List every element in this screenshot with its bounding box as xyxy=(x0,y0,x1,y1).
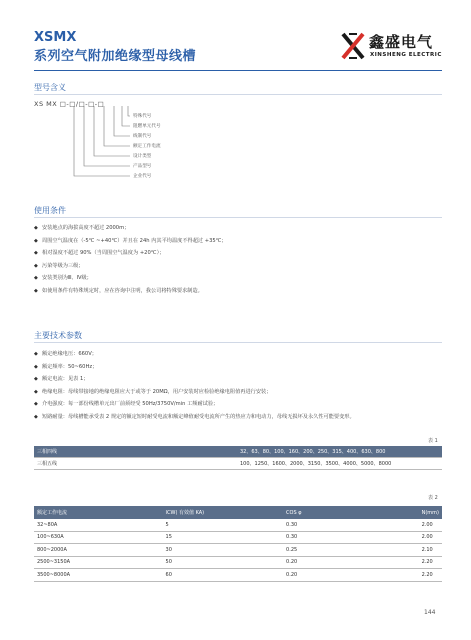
list-item: ◆ 污染等级为三级； xyxy=(34,260,444,273)
list-item: ◆ 介电强度：每一部份线槽单元出厂前须经受 50Hz/3750V/min 工频耐试验； xyxy=(34,398,444,411)
table-header-cell: 额定工作电流 xyxy=(34,506,160,519)
table-cell: 2.00 xyxy=(384,519,442,531)
list-item: ◆ 短路耐量：母线槽能承受表 2 规定的额定短时耐受电流和额定峰值耐受电流所产生的热应力和电动力，母线无损坏及永久性可能要变形。 xyxy=(34,411,444,424)
table-cell: 800~2000A xyxy=(34,544,160,557)
table2 xyxy=(34,506,442,582)
table-row xyxy=(34,531,442,544)
table-row xyxy=(34,569,442,582)
list-item: ◆ 额定频率：50~60Hz； xyxy=(34,361,444,374)
params-list xyxy=(34,348,444,423)
logo-text-cn: 鑫盛电气 xyxy=(369,33,434,51)
table-row xyxy=(34,519,442,531)
table-cell: 15 xyxy=(160,531,269,544)
list-item: ◆ 周围空气温度在（-5℃ ~+40℃）并且在 24h 内其平均温度不得超过 +35℃； xyxy=(34,235,444,248)
table2-caption: 表 2 xyxy=(428,495,438,501)
table-cell: 0.20 xyxy=(268,569,384,582)
table-cell: 60 xyxy=(160,569,269,582)
page-number: 144 xyxy=(424,609,436,616)
table-cell: 2.20 xyxy=(384,556,442,569)
table-cell: 2500~3150A xyxy=(34,556,160,569)
table-row xyxy=(34,544,442,557)
conditions-list xyxy=(34,222,444,297)
table-cell: 30 xyxy=(160,544,269,557)
table-cell: 2.20 xyxy=(384,569,442,582)
table-cell: 5 xyxy=(160,519,269,531)
table-header-row xyxy=(34,506,442,519)
list-item: ◆ 额定电流：见表 1； xyxy=(34,373,444,386)
logo-text-en: XINSHENG ELECTRIC xyxy=(370,52,442,58)
xs-logo-icon xyxy=(340,31,366,61)
table-header-cell: ICW( 有效值 KA) xyxy=(160,506,269,519)
model-label: 设计类型 xyxy=(133,154,152,159)
title-cn: 系列空气附加绝缘型母线槽 xyxy=(34,49,197,64)
section-heading-conditions: 使用条件 xyxy=(34,206,66,215)
section-divider xyxy=(34,342,442,343)
list-item: ◆ 安装类别为Ⅲ、Ⅳ级； xyxy=(34,272,444,285)
section-heading-params: 主要技术参数 xyxy=(34,331,82,340)
table-cell: 50 xyxy=(160,556,269,569)
header-divider xyxy=(34,70,442,71)
model-code: XS MX □-□/□-□-□ xyxy=(34,100,105,108)
list-item: ◆ 如使用条件有特殊规定时，应在咨询中注明，我公司将特殊要求制造。 xyxy=(34,285,444,298)
table-row xyxy=(34,458,442,470)
table-header-cell: N(mm) xyxy=(384,506,442,519)
table-cell: 三相四线 xyxy=(34,446,160,458)
table-cell: 32、63、80、100、160、200、250、315、400、630、800 xyxy=(160,446,442,458)
list-item: ◆ 额定绝缘电压：660V； xyxy=(34,348,444,361)
model-label: 产品型号 xyxy=(133,164,152,169)
model-label: 阻燃单元代号 xyxy=(133,124,161,129)
section-divider xyxy=(34,217,442,218)
table-row xyxy=(34,446,442,458)
model-label: 线制代号 xyxy=(133,134,152,139)
model-code-diagram xyxy=(70,106,190,182)
table-cell: 0.20 xyxy=(268,556,384,569)
model-label: 企业代号 xyxy=(133,174,152,179)
table-cell: 32~80A xyxy=(34,519,160,531)
table-cell: 三相五线 xyxy=(34,458,160,470)
model-label: 特殊代号 xyxy=(133,114,152,119)
table-cell: 2.00 xyxy=(384,531,442,544)
table1 xyxy=(34,446,442,470)
table-row xyxy=(34,556,442,569)
table-cell: 0.25 xyxy=(268,544,384,557)
table-cell: 100、1250、1600、2000、3150、3500、4000、5000、8000 xyxy=(160,458,442,470)
table-cell: 100~630A xyxy=(34,531,160,544)
table1-caption: 表 1 xyxy=(428,438,438,444)
table-cell: 2.10 xyxy=(384,544,442,557)
section-divider xyxy=(34,94,442,95)
table-header-cell: COS φ xyxy=(268,506,384,519)
table-cell: 0.30 xyxy=(268,519,384,531)
model-label: 额定工作电流 xyxy=(133,144,161,149)
section-heading-model: 型号含义 xyxy=(34,83,66,92)
table-cell: 3500~8000A xyxy=(34,569,160,582)
list-item: ◆ 安装地点的海拔高度不超过 2000m； xyxy=(34,222,444,235)
list-item: ◆ 相对湿度不超过 90%（当周围空气温度为 +20℃）； xyxy=(34,247,444,260)
table-cell: 0.30 xyxy=(268,531,384,544)
company-logo xyxy=(340,29,440,65)
title-en: XSMX xyxy=(34,30,77,45)
list-item: ◆ 绝缘电阻：母线带接地的绝缘电阻应大于或等于 20MΩ，用户安装时应检验绝缘电阻值再进行安装； xyxy=(34,386,444,399)
